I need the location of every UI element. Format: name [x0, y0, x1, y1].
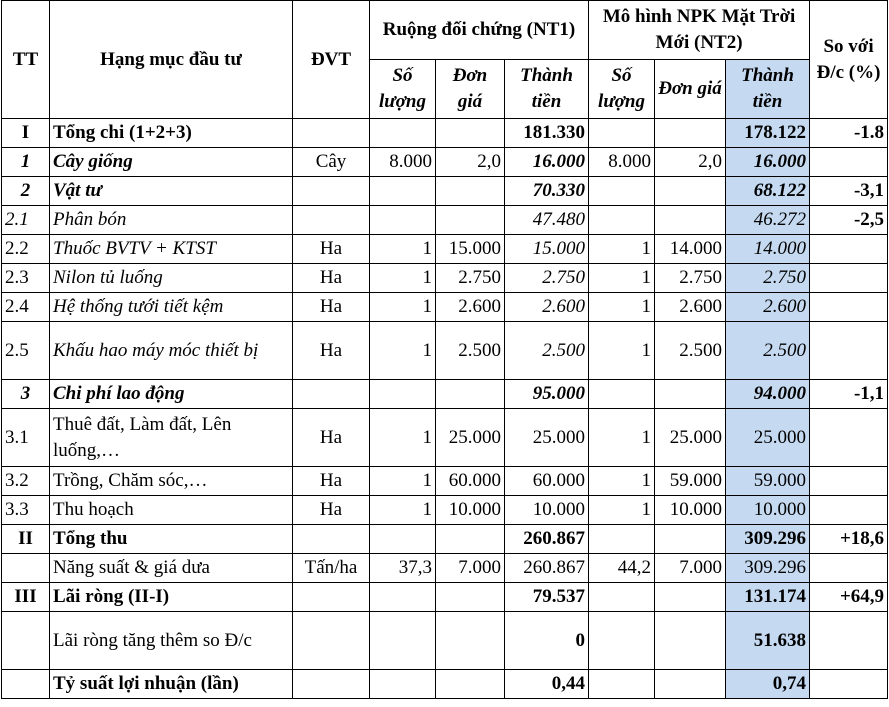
cell-tt: 3.2	[2, 467, 50, 496]
cell-amount-nt2: 131.174	[726, 583, 810, 612]
cell-amount-nt2: 14.000	[726, 235, 810, 264]
table-row	[2, 409, 888, 467]
cell-item: Cây giống	[50, 148, 293, 177]
cell-amount-nt1: 10.000	[505, 496, 589, 525]
cell-item: Tổng chi (1+2+3)	[50, 119, 293, 148]
cell-unit: Ha	[293, 409, 370, 467]
cell-compare	[810, 293, 888, 322]
cell-compare	[810, 235, 888, 264]
cell-amount-nt1: 70.330	[505, 177, 589, 206]
cell-price-nt1: 2.600	[436, 293, 505, 322]
cell-price-nt1	[436, 670, 505, 699]
cell-qty-nt1	[370, 119, 436, 148]
header-compare: So với Đ/c (%)	[810, 1, 888, 119]
cell-price-nt1	[436, 525, 505, 554]
cell-amount-nt1: 2.750	[505, 264, 589, 293]
cell-tt: 3	[2, 380, 50, 409]
cell-item: Vật tư	[50, 177, 293, 206]
cell-tt	[2, 670, 50, 699]
cell-amount-nt1: 2.500	[505, 322, 589, 380]
cell-compare	[810, 409, 888, 467]
cell-unit	[293, 380, 370, 409]
cell-qty-nt1	[370, 380, 436, 409]
cell-qty-nt2	[589, 206, 655, 235]
cell-qty-nt1: 37,3	[370, 554, 436, 583]
cell-amount-nt1: 25.000	[505, 409, 589, 467]
cell-amount-nt1: 79.537	[505, 583, 589, 612]
cell-unit	[293, 119, 370, 148]
cell-unit: Ha	[293, 467, 370, 496]
table-row	[2, 525, 888, 554]
cell-item: Năng suất & giá dưa	[50, 554, 293, 583]
cell-compare	[810, 554, 888, 583]
cell-amount-nt1: 181.330	[505, 119, 589, 148]
cell-price-nt1	[436, 612, 505, 670]
cell-unit	[293, 206, 370, 235]
cell-amount-nt2: 25.000	[726, 409, 810, 467]
cell-item: Lãi ròng tăng thêm so Đ/c	[50, 612, 293, 670]
cell-item: Chi phí lao động	[50, 380, 293, 409]
cell-qty-nt1: 1	[370, 293, 436, 322]
cell-price-nt1	[436, 119, 505, 148]
table-row	[2, 554, 888, 583]
table-row	[2, 496, 888, 525]
cell-price-nt2: 10.000	[655, 496, 726, 525]
cell-qty-nt2: 1	[589, 496, 655, 525]
cell-price-nt2: 2.750	[655, 264, 726, 293]
cell-unit: Ha	[293, 496, 370, 525]
header-item: Hạng mục đầu tư	[50, 1, 293, 119]
cell-compare	[810, 322, 888, 380]
cell-item: Thuốc BVTV + KTST	[50, 235, 293, 264]
cell-tt: 2	[2, 177, 50, 206]
header-price-nt1: Đơn giá	[436, 60, 505, 119]
cell-compare	[810, 612, 888, 670]
header-tt: TT	[2, 1, 50, 119]
cell-qty-nt1	[370, 670, 436, 699]
cell-amount-nt2: 68.122	[726, 177, 810, 206]
cell-qty-nt2: 1	[589, 409, 655, 467]
table-row	[2, 148, 888, 177]
table-row	[2, 293, 888, 322]
cell-amount-nt2: 94.000	[726, 380, 810, 409]
cell-tt: 3.3	[2, 496, 50, 525]
cell-tt: 2.4	[2, 293, 50, 322]
cell-tt: 2.1	[2, 206, 50, 235]
cell-tt: 2.3	[2, 264, 50, 293]
cell-amount-nt2: 2.600	[726, 293, 810, 322]
cell-unit: Ha	[293, 293, 370, 322]
cell-qty-nt1	[370, 612, 436, 670]
cell-qty-nt1	[370, 583, 436, 612]
cell-qty-nt2: 8.000	[589, 148, 655, 177]
cell-qty-nt1: 1	[370, 322, 436, 380]
cell-price-nt2: 7.000	[655, 554, 726, 583]
cell-amount-nt1: 2.600	[505, 293, 589, 322]
cell-amount-nt1: 47.480	[505, 206, 589, 235]
cell-unit	[293, 670, 370, 699]
cell-item: Hệ thống tưới tiết kệm	[50, 293, 293, 322]
cell-price-nt1	[436, 206, 505, 235]
cell-amount-nt2: 16.000	[726, 148, 810, 177]
table-row	[2, 264, 888, 293]
cell-tt: I	[2, 119, 50, 148]
cell-qty-nt1: 1	[370, 467, 436, 496]
cell-price-nt2: 25.000	[655, 409, 726, 467]
cell-unit	[293, 177, 370, 206]
cell-qty-nt2: 1	[589, 264, 655, 293]
header-nt1: Ruộng đối chứng (NT1)	[370, 1, 589, 60]
cell-amount-nt1: 0,44	[505, 670, 589, 699]
cell-qty-nt1: 1	[370, 235, 436, 264]
cell-compare	[810, 264, 888, 293]
cell-unit: Ha	[293, 322, 370, 380]
cell-compare: -3,1	[810, 177, 888, 206]
table-row	[2, 467, 888, 496]
header-qty-nt2: Số lượng	[589, 60, 655, 119]
cell-qty-nt2: 1	[589, 322, 655, 380]
cell-amount-nt1: 260.867	[505, 525, 589, 554]
cell-amount-nt1: 95.000	[505, 380, 589, 409]
cell-qty-nt1: 8.000	[370, 148, 436, 177]
cell-compare: -1,1	[810, 380, 888, 409]
cell-item: Thuê đất, Làm đất, Lên luống,…	[50, 409, 293, 467]
cell-amount-nt2: 2.500	[726, 322, 810, 380]
table-row	[2, 206, 888, 235]
cell-qty-nt2: 1	[589, 293, 655, 322]
header-amount-nt1: Thành tiền	[505, 60, 589, 119]
cell-amount-nt2: 0,74	[726, 670, 810, 699]
table-row	[2, 583, 888, 612]
cell-price-nt1	[436, 380, 505, 409]
cell-amount-nt2: 2.750	[726, 264, 810, 293]
cell-qty-nt1	[370, 206, 436, 235]
table-row	[2, 119, 888, 148]
cell-qty-nt1: 1	[370, 409, 436, 467]
cell-unit	[293, 612, 370, 670]
cell-price-nt1: 2,0	[436, 148, 505, 177]
cell-compare	[810, 467, 888, 496]
cell-unit: Cây	[293, 148, 370, 177]
cell-unit: Tấn/ha	[293, 554, 370, 583]
cell-qty-nt2	[589, 119, 655, 148]
cell-qty-nt2	[589, 177, 655, 206]
cell-price-nt2	[655, 177, 726, 206]
cell-compare	[810, 496, 888, 525]
cell-qty-nt1: 1	[370, 496, 436, 525]
cell-price-nt2: 2,0	[655, 148, 726, 177]
cell-qty-nt2	[589, 612, 655, 670]
cell-amount-nt1: 60.000	[505, 467, 589, 496]
cell-price-nt2	[655, 119, 726, 148]
cell-amount-nt1: 260.867	[505, 554, 589, 583]
cell-amount-nt2: 309.296	[726, 554, 810, 583]
cell-tt	[2, 554, 50, 583]
cell-amount-nt2: 46.272	[726, 206, 810, 235]
cell-price-nt1: 60.000	[436, 467, 505, 496]
cell-qty-nt1	[370, 177, 436, 206]
cell-amount-nt2: 59.000	[726, 467, 810, 496]
cell-price-nt1: 25.000	[436, 409, 505, 467]
cell-unit: Ha	[293, 235, 370, 264]
cell-compare: +64,9	[810, 583, 888, 612]
cell-item: Tổng thu	[50, 525, 293, 554]
header-nt2: Mô hình NPK Mặt Trời Mới (NT2)	[589, 1, 810, 60]
table-row	[2, 235, 888, 264]
cell-qty-nt2	[589, 670, 655, 699]
cell-price-nt2	[655, 670, 726, 699]
cell-price-nt1	[436, 583, 505, 612]
cell-price-nt1: 7.000	[436, 554, 505, 583]
table-row	[2, 380, 888, 409]
cell-qty-nt2: 1	[589, 467, 655, 496]
cell-price-nt2	[655, 206, 726, 235]
cell-amount-nt2: 178.122	[726, 119, 810, 148]
cell-price-nt2: 2.600	[655, 293, 726, 322]
cell-compare: -2,5	[810, 206, 888, 235]
cell-price-nt2: 59.000	[655, 467, 726, 496]
cell-compare: +18,6	[810, 525, 888, 554]
header-unit: ĐVT	[293, 1, 370, 119]
cell-compare: -1.8	[810, 119, 888, 148]
cell-tt: 2.2	[2, 235, 50, 264]
cell-tt: 3.1	[2, 409, 50, 467]
cell-amount-nt2: 309.296	[726, 525, 810, 554]
header-price-nt2: Đơn giá	[655, 60, 726, 119]
cell-amount-nt1: 15.000	[505, 235, 589, 264]
cell-tt: 2.5	[2, 322, 50, 380]
cell-price-nt2	[655, 525, 726, 554]
cell-amount-nt2: 51.638	[726, 612, 810, 670]
cell-item: Phân bón	[50, 206, 293, 235]
cell-compare	[810, 148, 888, 177]
cell-item: Thu hoạch	[50, 496, 293, 525]
cell-tt	[2, 612, 50, 670]
cell-price-nt1: 15.000	[436, 235, 505, 264]
cell-item: Khấu hao máy móc thiết bị	[50, 322, 293, 380]
cell-amount-nt2: 10.000	[726, 496, 810, 525]
table-row	[2, 322, 888, 380]
cell-unit: Ha	[293, 264, 370, 293]
cell-price-nt1	[436, 177, 505, 206]
table-row	[2, 177, 888, 206]
cell-price-nt2	[655, 612, 726, 670]
cell-price-nt2	[655, 380, 726, 409]
cell-qty-nt1: 1	[370, 264, 436, 293]
cell-item: Lãi ròng (II-I)	[50, 583, 293, 612]
cell-item: Nilon tủ luống	[50, 264, 293, 293]
cell-item: Trồng, Chăm sóc,…	[50, 467, 293, 496]
cell-amount-nt1: 0	[505, 612, 589, 670]
cell-amount-nt1: 16.000	[505, 148, 589, 177]
cell-unit	[293, 583, 370, 612]
investment-table	[1, 0, 888, 699]
table-row	[2, 612, 888, 670]
cell-price-nt2: 2.500	[655, 322, 726, 380]
cell-qty-nt2: 1	[589, 235, 655, 264]
header-qty-nt1: Số lượng	[370, 60, 436, 119]
cell-price-nt2: 14.000	[655, 235, 726, 264]
cell-price-nt1: 10.000	[436, 496, 505, 525]
cell-unit	[293, 525, 370, 554]
cell-price-nt1: 2.750	[436, 264, 505, 293]
cell-tt: III	[2, 583, 50, 612]
cell-compare	[810, 670, 888, 699]
cell-qty-nt1	[370, 525, 436, 554]
header-amount-nt2: Thành tiền	[726, 60, 810, 119]
cell-price-nt1: 2.500	[436, 322, 505, 380]
cell-qty-nt2: 44,2	[589, 554, 655, 583]
cell-qty-nt2	[589, 525, 655, 554]
cell-qty-nt2	[589, 583, 655, 612]
cell-price-nt2	[655, 583, 726, 612]
cell-qty-nt2	[589, 380, 655, 409]
cell-item: Tỷ suất lợi nhuận (lần)	[50, 670, 293, 699]
cell-tt: 1	[2, 148, 50, 177]
table-row	[2, 670, 888, 699]
cell-tt: II	[2, 525, 50, 554]
